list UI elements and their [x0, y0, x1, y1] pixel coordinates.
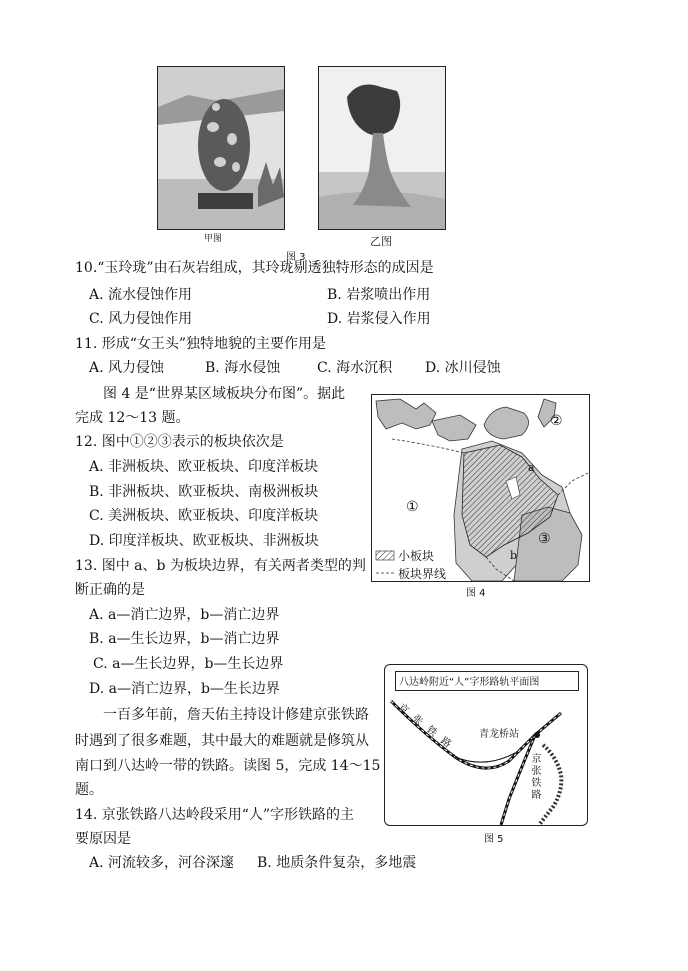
figure3-label-jia: 甲图	[204, 234, 223, 244]
q13-option-d: D. a—消亡边界，b—生长边界	[89, 681, 280, 697]
q11-stem: 11. 形成“女王头”独特地貌的主要作用是	[75, 336, 327, 352]
q11-option-c: C. 海水沉积	[317, 360, 393, 376]
photo-yulinglong	[157, 66, 285, 230]
intro5-line4: 题。	[75, 782, 103, 798]
figure3-label-yi: 乙图	[370, 235, 392, 248]
q14-stem-line1: 14. 京张铁路八达岭段采用“人”字形铁路的主	[75, 807, 355, 823]
intro5-line2: 时遇到了很多难题，其中最大的难题就是修筑从	[75, 733, 369, 749]
q12-option-a: A. 非洲板块、欧亚板块、印度洋板块	[89, 459, 319, 475]
q10-option-c: C. 风力侵蚀作用	[89, 311, 193, 327]
intro4-line2: 完成 12～13 题。	[75, 410, 190, 426]
figure5-station-label: 青龙桥站	[479, 729, 519, 740]
figure4-label-1: ①	[406, 499, 419, 515]
intro5-line1: 一百多年前，詹天佑主持设计修建京张铁路	[103, 707, 369, 723]
q10-option-d: D. 岩浆侵入作用	[327, 311, 431, 327]
q13-option-c: C. a—生长边界，b—生长边界	[93, 656, 284, 672]
figure4-label-3: ③	[538, 531, 551, 547]
nvwangtou-rock-image	[319, 67, 445, 229]
q10-option-a: A. 流水侵蚀作用	[89, 287, 193, 303]
q11-option-a: A. 风力侵蚀	[89, 360, 165, 376]
q13-stem-line1: 13. 图中 a、b 为板块边界，有关两者类型的判	[75, 558, 366, 574]
q13-option-b: B. a—生长边界，b—消亡边界	[89, 631, 280, 647]
figure5-title: 八达岭附近“人”字形路轨平面图	[399, 677, 540, 688]
photo-nvwangtou	[318, 66, 446, 230]
intro4-line1: 图 4 是“世界某区域板块分布图”。据此	[103, 386, 346, 402]
figure4-legend-small-plate: 小板块	[398, 549, 435, 563]
q12-option-c: C. 美洲板块、欧亚板块、印度洋板块	[89, 508, 319, 524]
q10-stem: 10.“玉玲珑”由石灰岩组成，其玲珑剔透独特形态的成因是	[75, 260, 434, 276]
q13-stem-line2: 断正确的是	[75, 582, 145, 598]
q10-option-b: B. 岩浆喷出作用	[327, 287, 431, 303]
q12-option-b: B. 非洲板块、欧亚板块、南极洲板块	[89, 484, 319, 500]
q12-stem: 12. 图中①②③表示的板块依次是	[75, 434, 284, 450]
q14-option-b: B. 地质条件复杂，多地震	[257, 855, 417, 871]
intro5-line3: 南口到八达岭一带的铁路。读图 5，完成 14～15	[75, 758, 381, 774]
figure5-rail-label-upper: 京张铁路	[395, 702, 460, 756]
figure4-plate-map	[371, 394, 590, 582]
figure4-label-a: a	[528, 461, 535, 474]
q11-option-d: D. 冰川侵蚀	[425, 360, 501, 376]
figure4-caption: 图 4	[466, 588, 486, 599]
figure5-railway-map	[384, 664, 588, 826]
figure4-label-2: ②	[550, 413, 563, 429]
figure4-label-b: b	[510, 549, 518, 562]
q14-stem-line2: 要原因是	[75, 831, 131, 847]
figure5-rail-label-lower: 京张铁路	[529, 753, 540, 801]
figure5-caption: 图 5	[484, 834, 504, 845]
figure3-caption: 图 3	[286, 252, 306, 263]
figure4-legend-boundary: 板块界线	[398, 567, 447, 581]
railway-drawing	[385, 665, 587, 825]
q14-option-a: A. 河流较多，河谷深邃	[89, 855, 235, 871]
q13-option-a: A. a—消亡边界，b—消亡边界	[89, 607, 280, 623]
q11-option-b: B. 海水侵蚀	[205, 360, 281, 376]
q12-option-d: D. 印度洋板块、欧亚板块、非洲板块	[89, 533, 319, 549]
yulinglong-rock-image	[158, 67, 284, 229]
